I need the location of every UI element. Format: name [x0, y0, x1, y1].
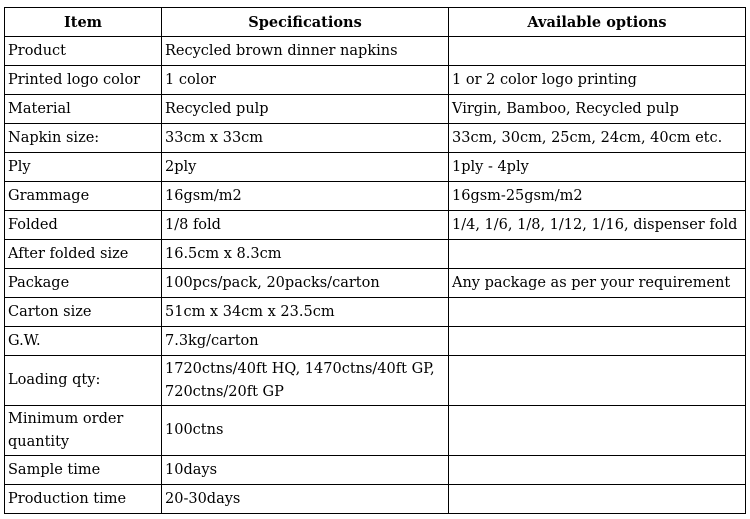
- table-row: [5, 153, 746, 182]
- table-row: [5, 240, 746, 269]
- table-row: [5, 211, 746, 240]
- cell-spec: 100pcs/pack, 20packs/carton: [162, 269, 449, 298]
- cell-spec: 20-30days: [162, 485, 449, 514]
- header-row: [5, 8, 746, 37]
- table-row: [5, 124, 746, 153]
- table-row: [5, 95, 746, 124]
- table-row: [5, 456, 746, 485]
- cell-item: Minimum order quantity: [5, 406, 162, 456]
- cell-option: Virgin, Bamboo, Recycled pulp: [449, 95, 746, 124]
- cell-option: 1 or 2 color logo printing: [449, 66, 746, 95]
- cell-item: Printed logo color: [5, 66, 162, 95]
- table-row: [5, 269, 746, 298]
- cell-item: Package: [5, 269, 162, 298]
- table-row: [5, 66, 746, 95]
- cell-spec: 51cm x 34cm x 23.5cm: [162, 298, 449, 327]
- cell-item: Material: [5, 95, 162, 124]
- cell-item: Folded: [5, 211, 162, 240]
- cell-option: [449, 327, 746, 356]
- cell-item: Napkin size:: [5, 124, 162, 153]
- cell-spec: 1720ctns/40ft HQ, 1470ctns/40ft GP, 720ctns/20ft GP: [162, 356, 449, 406]
- table-row: [5, 298, 746, 327]
- cell-option: [449, 485, 746, 514]
- cell-spec: Recycled brown dinner napkins: [162, 37, 449, 66]
- cell-option: Any package as per your requirement: [449, 269, 746, 298]
- cell-spec: 1/8 fold: [162, 211, 449, 240]
- cell-item: Production time: [5, 485, 162, 514]
- table-row: [5, 406, 746, 456]
- cell-spec: 100ctns: [162, 406, 449, 456]
- cell-spec: Recycled pulp: [162, 95, 449, 124]
- table-row: [5, 485, 746, 514]
- cell-item: Loading qty:: [5, 356, 162, 406]
- cell-option: [449, 356, 746, 406]
- cell-spec: 16gsm/m2: [162, 182, 449, 211]
- cell-spec: 10days: [162, 456, 449, 485]
- cell-option: 16gsm-25gsm/m2: [449, 182, 746, 211]
- cell-item: Sample time: [5, 456, 162, 485]
- cell-option: [449, 456, 746, 485]
- cell-item: After folded size: [5, 240, 162, 269]
- cell-spec: 2ply: [162, 153, 449, 182]
- table-row: [5, 37, 746, 66]
- cell-option: [449, 240, 746, 269]
- cell-spec: 1 color: [162, 66, 449, 95]
- cell-item: Product: [5, 37, 162, 66]
- cell-option: 33cm, 30cm, 25cm, 24cm, 40cm etc.: [449, 124, 746, 153]
- cell-item: Carton size: [5, 298, 162, 327]
- header-specifications: Specifications: [162, 8, 449, 37]
- cell-spec: 16.5cm x 8.3cm: [162, 240, 449, 269]
- cell-spec: 7.3kg/carton: [162, 327, 449, 356]
- cell-item: Grammage: [5, 182, 162, 211]
- table-row: [5, 182, 746, 211]
- cell-spec: 33cm x 33cm: [162, 124, 449, 153]
- table-row: [5, 356, 746, 406]
- header-item: Item: [5, 8, 162, 37]
- table-row: [5, 327, 746, 356]
- cell-item: Ply: [5, 153, 162, 182]
- cell-option: [449, 37, 746, 66]
- spec-table: [4, 7, 746, 514]
- cell-option: [449, 406, 746, 456]
- cell-option: 1ply - 4ply: [449, 153, 746, 182]
- cell-option: [449, 298, 746, 327]
- header-available-options: Available options: [449, 8, 746, 37]
- cell-item: G.W.: [5, 327, 162, 356]
- cell-option: 1/4, 1/6, 1/8, 1/12, 1/16, dispenser fold: [449, 211, 746, 240]
